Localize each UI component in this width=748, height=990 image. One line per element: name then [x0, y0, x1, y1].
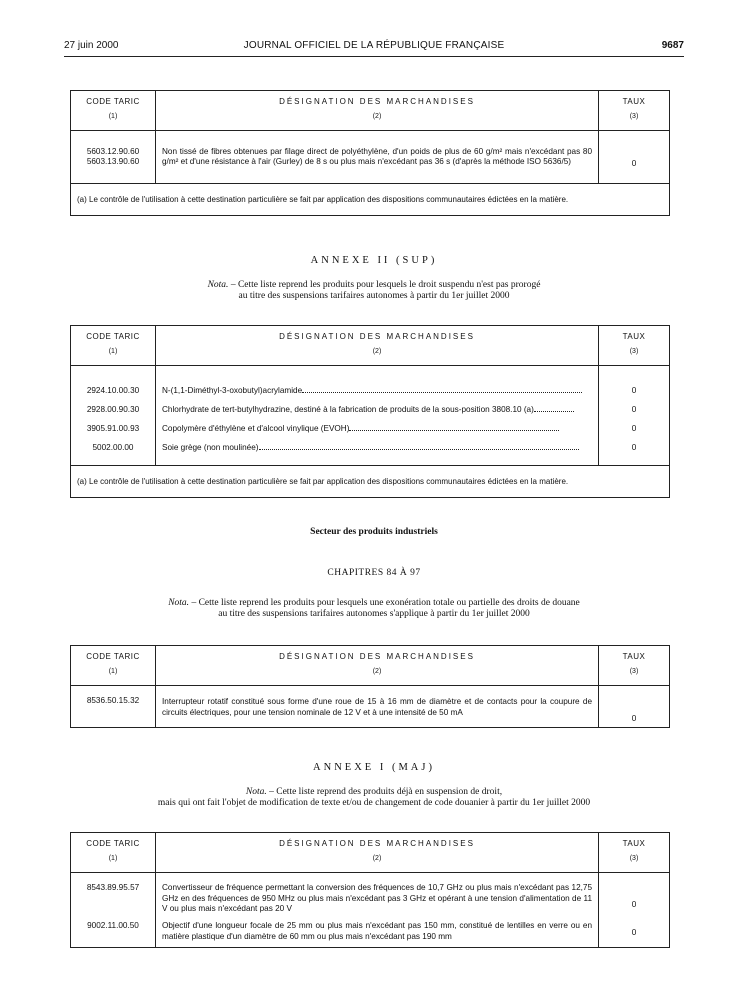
annex-ii-title: ANNEXE II (SUP) — [310, 255, 438, 266]
table-cell-designation: Soie grège (non moulinée) — [162, 438, 592, 457]
section-title: Secteur des produits industriels — [310, 527, 438, 537]
table-cell-taux: 0 — [631, 405, 637, 414]
nota-line-2: au titre des suspensions tarifaires autonomes s'applique à partir du 1er juillet 2000 — [218, 609, 530, 619]
col-header-designation: DÉSIGNATION DES MARCHANDISES (2) — [156, 91, 599, 131]
table-taux-column — [599, 873, 670, 948]
annex-i-title: ANNEXE I (MAJ) — [313, 762, 435, 773]
tariff-table-2 — [70, 325, 670, 498]
col-header-code: CODE TARIC (1) — [71, 326, 156, 366]
section-nota: Nota. – Cette liste reprend les produits pour lesquels une exonération totale ou partielle des droits de douane au titre des suspensions tarifaires autonomes s'applique à partir du 1er juillet 2000 — [0, 598, 748, 620]
header-page-number: 9687 — [661, 40, 684, 51]
tariff-table-1 — [70, 90, 670, 216]
col-header-taux: TAUX (3) — [599, 91, 670, 131]
nota-label: Nota. — [207, 280, 229, 290]
table-codes-column — [71, 873, 156, 948]
nota-label: Nota. — [168, 598, 190, 608]
col-header-taux: TAUX (3) — [599, 833, 670, 873]
table-cell-taux: 0 — [631, 928, 637, 937]
tariff-table-4 — [70, 832, 670, 948]
nota-label: Nota. — [245, 787, 267, 797]
col-header-designation: DÉSIGNATION DES MARCHANDISES (2) — [156, 833, 599, 873]
nota-line-2: mais qui ont fait l'objet de modification de texte et/ou de changement de code douanier à partir du 1er juillet 2000 — [157, 798, 591, 808]
table-cell-designation: Non tissé de fibres obtenues par filage direct de polyéthylène, d'un poids de plus de 60 g/m² mais n'excédant pas 80 g/m² et d'une résistance à l'air (Gurley) de 8 s ou plus mais n'excédant pas 36 s (d'après la méthode ISO 5636/5) — [156, 131, 599, 184]
col-header-code: CODE TARIC (1) — [71, 646, 156, 686]
annex-ii-nota: Nota. – Cette liste reprend les produits pour lesquels le droit suspendu n'est pas prorogé au titre des suspensions tarifaires autonomes à partir du 1er juillet 2000 — [0, 280, 748, 302]
tariff-table-3 — [70, 645, 670, 728]
table-cell-code: 8543.89.95.57 — [86, 883, 140, 892]
chapters-heading: CHAPITRES 84 À 97 — [327, 568, 421, 578]
table-cell-taux: 0 — [631, 900, 637, 909]
table-cell-taux: 0 — [599, 686, 670, 728]
table-cell-designation: Convertisseur de fréquence permettant la conversion des fréquences de 10,7 GHz ou plus mais n'excédant pas 12,75 GHz en des fréquences de 950 MHz ou plus mais n'excédant pas 3 GHz et opérant à une tension d'alimentation de 11 V ou plus mais n'excédant pas 20 V — [162, 883, 592, 913]
header-date: 27 juin 2000 — [64, 40, 119, 51]
table-cell-designation: Chlorhydrate de tert-butylhydrazine, destiné à la fabrication de produits de la sous-position 3808.10 (a) — [162, 400, 592, 419]
table-cell-taux: 0 — [631, 443, 637, 452]
col-header-code: CODE TARIC (1) — [71, 91, 156, 131]
table-cell-designation: N-(1,1-Diméthyl-3-oxobutyl)acrylamide — [162, 381, 592, 400]
col-header-taux: TAUX (3) — [599, 326, 670, 366]
table-cell-code: 2928.00.90.30 — [86, 405, 140, 414]
table-cell-code: 3905.91.00.93 — [86, 424, 140, 433]
table-cell-designation: Interrupteur rotatif constitué sous forme d'une roue de 15 à 16 mm de diamètre et de contacts pour la coupure de circuits électriques, pour une tension nominale de 12 V et à une intensité de 50 mA — [156, 686, 599, 728]
table-designation-column — [156, 873, 599, 948]
table-cell-designation: Copolymère d'éthylène et d'alcool vinylique (EVOH) — [162, 419, 592, 438]
col-header-code: CODE TARIC (1) — [71, 833, 156, 873]
table-cell-code: 9002.11.00.50 — [87, 921, 139, 930]
header-journal-title: JOURNAL OFFICIEL DE LA RÉPUBLIQUE FRANÇAISE — [243, 40, 505, 51]
table-cell-taux: 0 — [599, 131, 670, 184]
table-cell-code: 5603.12.90.60 5603.13.90.60 — [71, 131, 156, 184]
header-rule — [64, 56, 684, 57]
col-header-designation: DÉSIGNATION DES MARCHANDISES (2) — [156, 326, 599, 366]
page-header — [64, 40, 684, 54]
table-cell-code: 5002.00.00 — [92, 443, 134, 452]
table-cell-taux: 0 — [631, 386, 637, 395]
col-header-designation: DÉSIGNATION DES MARCHANDISES (2) — [156, 646, 599, 686]
table-cell-code: 8536.50.15.32 — [71, 686, 156, 728]
table-cell-designation: Objectif d'une longueur focale de 25 mm ou plus mais n'excédant pas 150 mm, constitué de lentilles en verre ou en matière plastique d'un diamètre de 60 mm ou plus mais n'excédant pas 190 mm — [162, 921, 592, 941]
nota-line-2: au titre des suspensions tarifaires autonomes à partir du 1er juillet 2000 — [238, 291, 510, 301]
table-footnote: (a) Le contrôle de l'utilisation à cette destination particulière se fait par application des dispositions communautaires édictées en la matière. — [71, 466, 670, 498]
table-codes-column — [71, 366, 156, 466]
table-designation-column — [156, 366, 599, 466]
table-cell-taux: 0 — [631, 424, 637, 433]
table-footnote: (a) Le contrôle de l'utilisation à cette destination particulière se fait par application des dispositions communautaires édictées en la matière. — [71, 184, 670, 216]
table-taux-column — [599, 366, 670, 466]
table-cell-code: 2924.10.00.30 — [86, 386, 140, 395]
annex-i-nota: Nota. – Cette liste reprend des produits déjà en suspension de droit, mais qui ont fait l'objet de modification de texte et/ou de changement de code douanier à partir du 1er juillet 2000 — [0, 787, 748, 809]
col-header-taux: TAUX (3) — [599, 646, 670, 686]
